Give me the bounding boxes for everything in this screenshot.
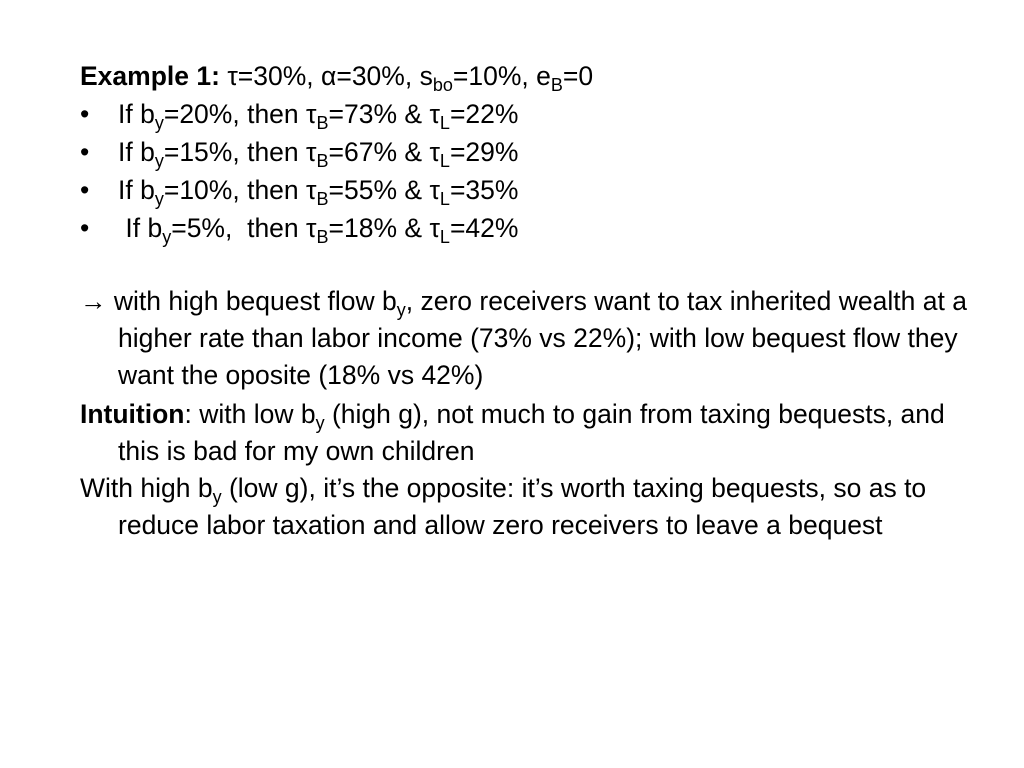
bullet-text: If $b_y=10\%$, then $\tau_B=55\%$ & $\tau_L=35\%$: [118, 175, 519, 209]
bullet-item: [80, 209, 980, 247]
spacer: [80, 247, 980, 283]
example-label: Example 1:: [80, 61, 220, 91]
bullet-text: If $b_y=20\%$, then $\tau_B=73\%$ & $\tau_L=22\%$: [118, 99, 519, 133]
slide-content: [80, 57, 980, 544]
bullet-text: If $b_y=15\%$, then $\tau_B=67\%$ & $\tau_L=29\%$: [118, 137, 519, 171]
example-heading: Example 1: τ=30%, α=30%, $s_{bo}=10\%$, $e_B=0$: [80, 61, 594, 95]
intuition-paragraph: Intuition: with low $b_y$ (high g), not much to gain from taxing bequests, and this is bad for my own children: [80, 399, 945, 466]
bullet-icon: •: [80, 137, 90, 167]
conclusion-paragraph: → with high bequest flow $b_y$, zero receivers want to tax inherited wealth at a higher rate than labor income (73% vs 22%); with low bequest flow they want the oposite (18% vs 42%): [80, 286, 967, 390]
bullet-icon: •: [80, 175, 90, 205]
bullet-icon: •: [80, 213, 90, 243]
bullet-text: If $b_y=5\%$, then $\tau_B=18\%$ & $\tau_L=42\%$: [118, 213, 519, 247]
bullet-item: [80, 133, 980, 171]
bullet-icon: •: [80, 99, 90, 129]
intuition-label: Intuition: [80, 399, 185, 429]
bullet-item: [80, 95, 980, 133]
high-bequest-paragraph: With high $b_y$ (low g), it’s the opposite: it’s worth taxing bequests, so as to reduce labor taxation and allow zero receivers to leave a bequest: [80, 473, 927, 540]
bullet-item: [80, 171, 980, 209]
